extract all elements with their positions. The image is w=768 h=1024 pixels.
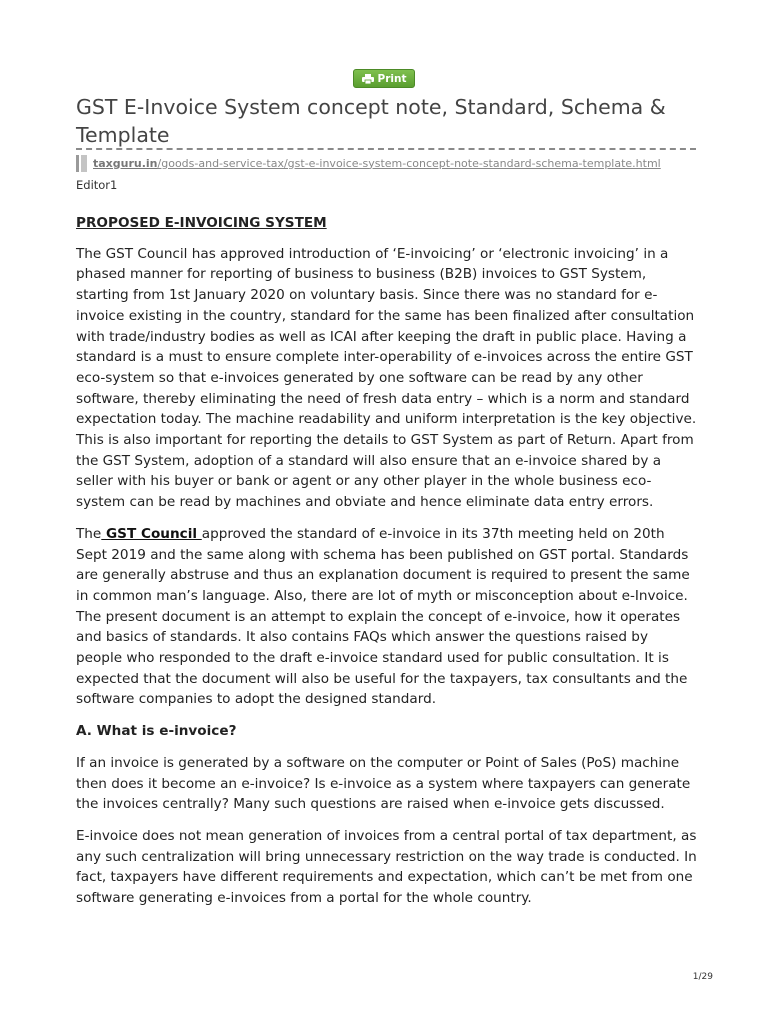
source-bar-icon xyxy=(76,155,79,172)
source-url[interactable] xyxy=(76,154,661,172)
paragraph-not-central: E-invoice does not mean generation of invoices from a central portal of tax department, as any such centralization will bring unnecessary restriction on the way trade is conducted. In fact, taxpayers have different requirements and expectation, which can’t be met from one software generating e-invoices from a portal for the whole country. xyxy=(76,827,697,907)
paragraph-intro: The GST Council has approved introduction of ‘E-invoicing’ or ‘electronic invoicing’ in a phased manner for reporting of business to business (B2B) invoices to GST System, starting from 1st January 2020 on voluntary basis. Since there was no standard for e-invoice existing in the country, standard for the same has been finalized after consultation with trade/industry bodies as well as ICAI after keeping the draft in public place. Having a standard is a must to ensure complete inter-operability of e-invoices across the entire GST eco-system so that e-invoices generated by one software can be read by any other software, thereby eliminating the need of fresh data entry – which is a norm and standard expectation today. The machine readability and uniform interpretation is the key objective. This is also important for reporting the details to GST System as part of Return. Apart from the GST System, adoption of a standard will also ensure that an e-invoice shared by a seller with his buyer or bank or agent or any other player in the whole business eco-system can be read by machines and obviate and hence eliminate data entry errors. xyxy=(76,245,697,511)
paragraph-rest: approved the standard of e-invoice in its 37th meeting held on 20th Sept 2019 and the same along with schema has been published on GST portal. Standards are generally abstruse and thus an explanation document is required to present the same in common man’s language. Also, there are lot of myth or misconception about e-Invoice. The present document is an attempt to explain the concept of e-invoice, how it operates and basics of standards. It also contains FAQs which answer the questions raised by people who responded to the draft e-invoice standard used for public consultation. It is expected that the document will also be useful for the taxpayers, tax consultants and the software companies to adopt the designed standard. xyxy=(76,525,690,708)
source-bar-icon-light xyxy=(81,155,87,172)
source-domain-link[interactable]: taxguru.in xyxy=(93,156,158,170)
title-divider xyxy=(76,148,696,150)
page-number: 1/29 xyxy=(692,972,713,982)
paragraph-questions: If an invoice is generated by a software on the computer or Point of Sales (PoS) machine then does it become an e-invoice? Is e-invoice as a system where taxpayers can generate the invoices centrally? Many such questions are raised when e-invoice gets discussed. xyxy=(76,754,691,813)
gst-council-link[interactable]: GST Council xyxy=(101,525,202,542)
article-body xyxy=(76,210,698,920)
author-name: Editor1 xyxy=(76,178,118,192)
paragraph-gst-council xyxy=(76,524,698,710)
paragraph-prefix: The xyxy=(76,525,102,542)
print-button[interactable] xyxy=(353,69,415,88)
printer-icon xyxy=(362,74,374,84)
page-title: GST E-Invoice System concept note, Standard, Schema & Template xyxy=(76,95,666,147)
section-heading: PROPOSED E-INVOICING SYSTEM xyxy=(76,215,327,231)
print-button-label: Print xyxy=(377,72,407,85)
subheading-what-is-e-invoice: A. What is e-invoice? xyxy=(76,723,237,740)
source-path-link[interactable]: /goods-and-service-tax/gst-e-invoice-system-concept-note-standard-schema-template.html xyxy=(157,156,661,170)
